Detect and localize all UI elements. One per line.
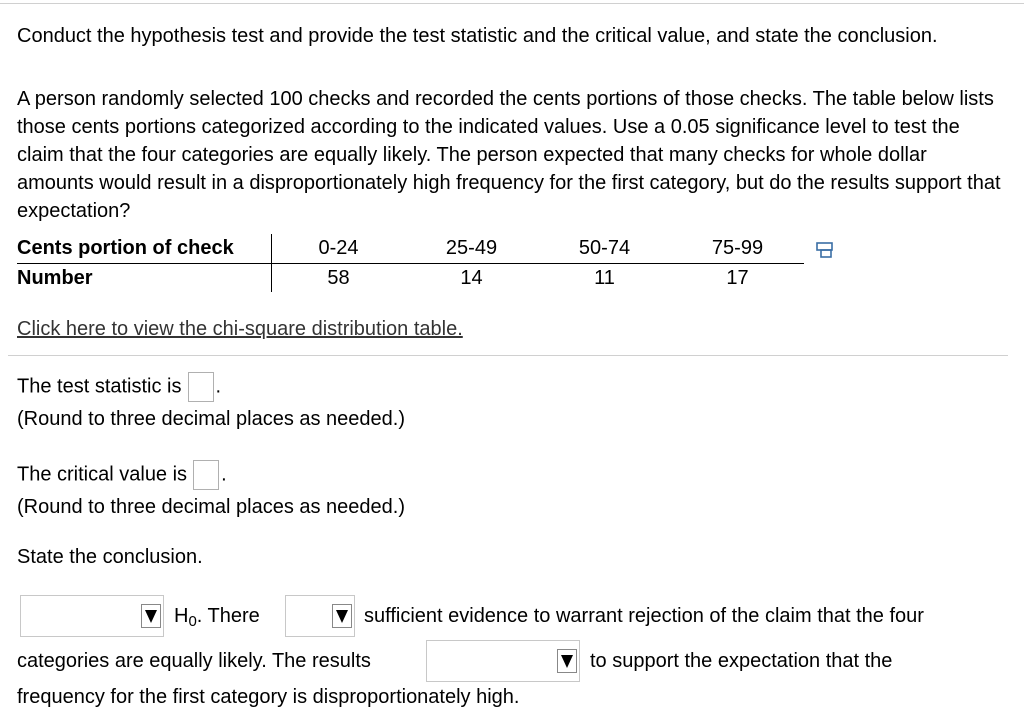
- test-statistic-line: [17, 372, 221, 402]
- table-category-cell: 0-24: [272, 234, 406, 264]
- conclusion-prompt: State the conclusion.: [17, 546, 203, 568]
- table-category-cell: 50-74: [538, 234, 671, 264]
- copy-table-icon[interactable]: [816, 242, 836, 258]
- table-row: [17, 264, 804, 293]
- h0-subscript: 0: [188, 613, 197, 630]
- decision-select[interactable]: [20, 595, 164, 637]
- test-statistic-label: The test statistic is: [17, 375, 182, 398]
- table-count-cell: 14: [460, 266, 483, 289]
- top-divider: [0, 3, 1024, 4]
- critical-value-line: [17, 460, 227, 490]
- dropdown-arrow-icon: [141, 604, 161, 628]
- h0-text: [174, 602, 260, 636]
- chi-square-table-link[interactable]: Click here to view the chi-square distribution table.: [17, 318, 463, 340]
- test-statistic-input[interactable]: [188, 372, 214, 402]
- table-row-label: Number: [17, 264, 272, 293]
- h0-there: . There: [196, 605, 260, 627]
- instruction-text: Conduct the hypothesis test and provide the test statistic and the critical value, and state the conclusion.: [17, 25, 938, 47]
- problem-text: A person randomly selected 100 checks and recorded the cents portions of those checks. The table below lists those cents portions categorized according to the indicated values. Use a 0.05 significance level to test the claim that the four categories are equally likely. The person expected that many checks for whole dollar amounts would result in a disproportionately high frequency for the first category, but do the results support that expectation?: [17, 88, 1001, 222]
- conclusion-line2-end: to support the expectation that the: [590, 650, 893, 672]
- table-count-cell: 11: [594, 266, 615, 289]
- table-count-cell: 17: [726, 266, 749, 289]
- evidence-text: sufficient evidence to warrant rejection of the claim that the four: [364, 605, 924, 627]
- table-header-label: Cents portion of check: [17, 234, 272, 264]
- data-table: [17, 234, 804, 292]
- test-statistic-note: (Round to three decimal places as needed.): [17, 408, 406, 430]
- section-divider: [8, 355, 1008, 356]
- conclusion-line3: frequency for the first category is disproportionately high.: [17, 686, 520, 708]
- critical-value-input[interactable]: [193, 460, 219, 490]
- h0-letter: H: [174, 605, 189, 627]
- dropdown-arrow-icon: [332, 604, 352, 628]
- results-select[interactable]: [426, 640, 580, 682]
- table-count-cell: 58: [327, 266, 350, 289]
- critical-value-note: (Round to three decimal places as needed.): [17, 496, 406, 518]
- critical-value-period: .: [221, 463, 227, 486]
- test-statistic-period: .: [215, 375, 222, 398]
- conclusion-line2-start: categories are equally likely. The results: [17, 650, 371, 672]
- table-header-row: [17, 234, 804, 264]
- dropdown-arrow-icon: [557, 649, 577, 673]
- table-category-cell: 75-99: [671, 234, 804, 264]
- evidence-select[interactable]: [285, 595, 355, 637]
- critical-value-label: The critical value is: [17, 463, 188, 486]
- table-category-cell: 25-49: [405, 234, 538, 264]
